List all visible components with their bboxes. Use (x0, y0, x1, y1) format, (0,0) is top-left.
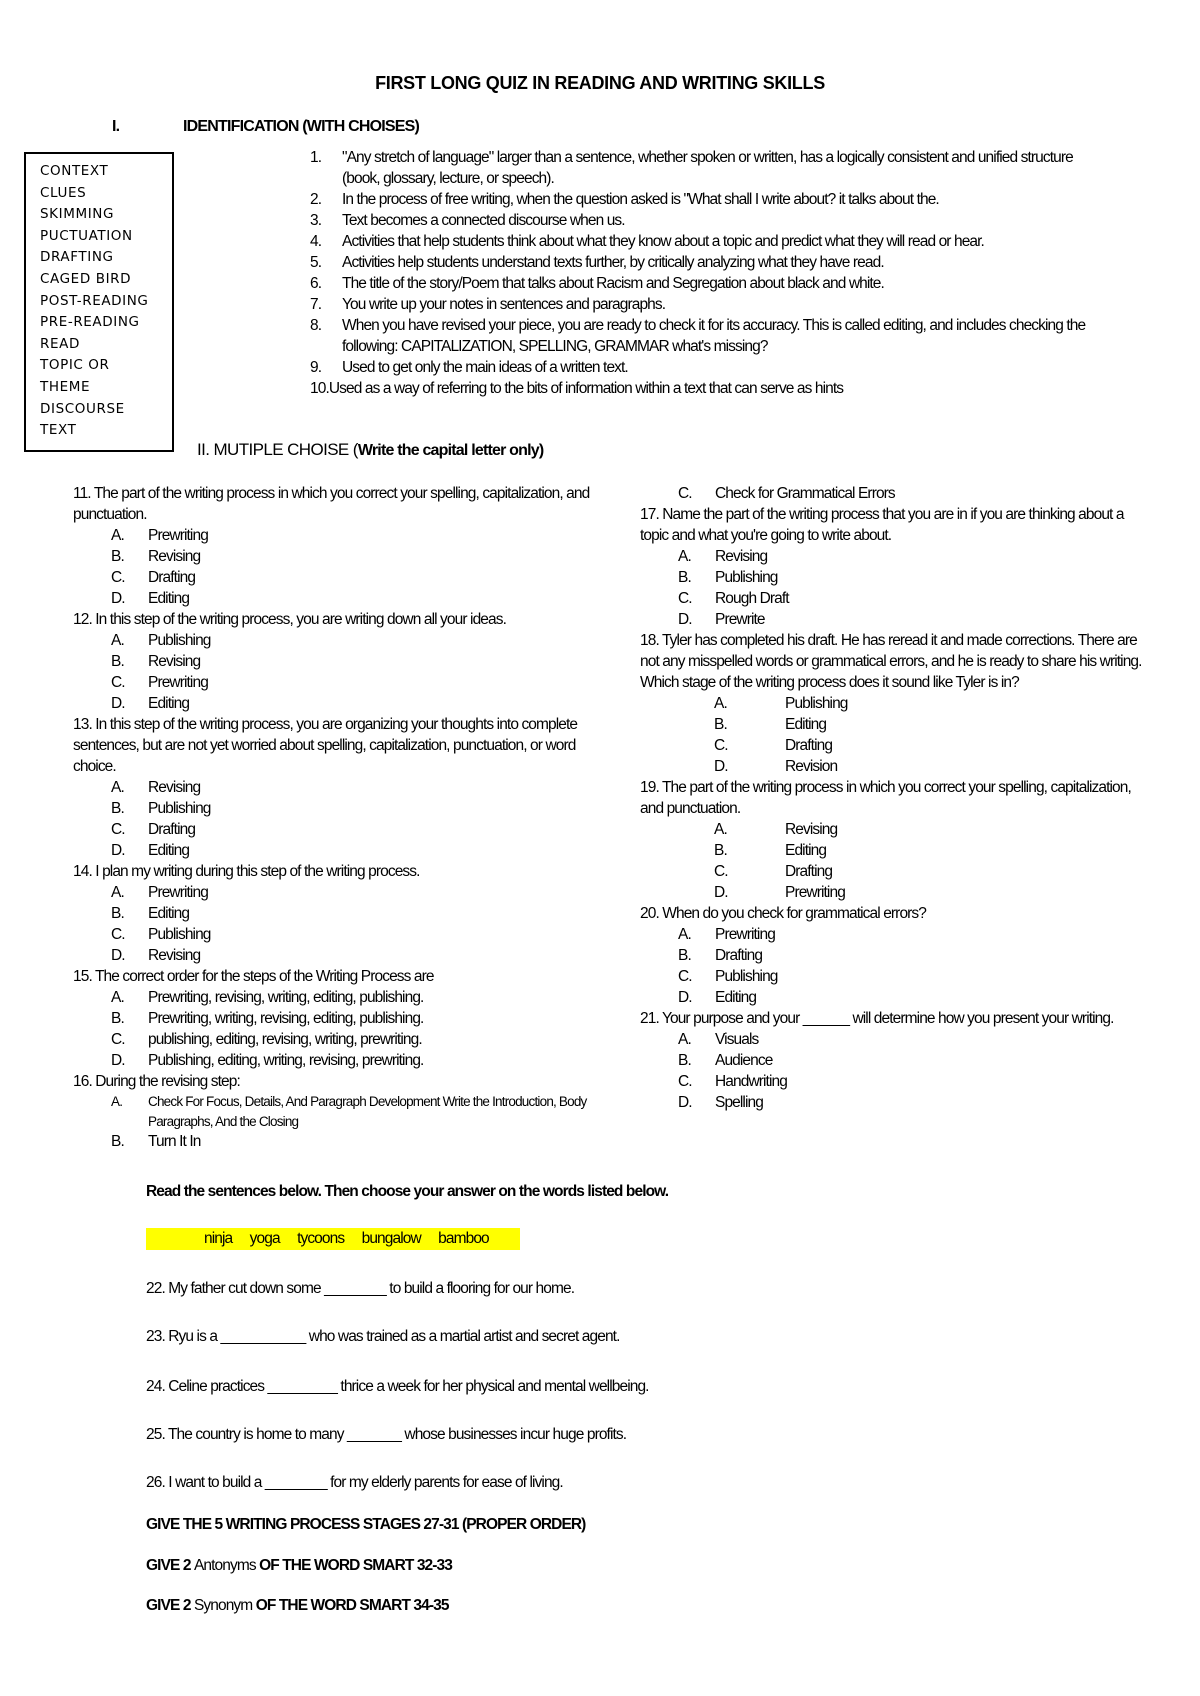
item-number: 8. (310, 317, 322, 334)
option-text: Publishing (715, 968, 778, 985)
word-bank-words: ninja yoga tycoons bungalow bamboo (204, 1230, 489, 1247)
option-text: Revising (148, 548, 201, 565)
option-letter: C. (714, 863, 728, 880)
option-text: Prewrite (715, 611, 765, 628)
answer-option (73, 882, 603, 903)
option-text: Prewriting, revising, writing, editing, publishing. (148, 989, 424, 1006)
answer-option (73, 945, 603, 966)
option-letter: C. (111, 674, 125, 691)
option-letter: D. (678, 1094, 692, 1111)
option-letter: D. (111, 695, 125, 712)
identification-item (310, 189, 1110, 210)
option-text: Prewriting (785, 884, 845, 901)
answer-option (640, 882, 1145, 903)
item-text: You write up your notes in sentences and paragraphs. (342, 296, 666, 313)
word-choice: CLUES (40, 184, 87, 201)
option-letter: A. (678, 1031, 691, 1048)
section-1-numeral: I. (112, 118, 120, 135)
answer-option (73, 987, 603, 1008)
option-letter: D. (714, 884, 728, 901)
option-text: Revising (715, 548, 768, 565)
option-text: Visuals (715, 1031, 759, 1048)
option-text: Check for Grammatical Errors (715, 485, 895, 502)
option-letter: D. (678, 989, 692, 1006)
section-2-instruction: Write the capital letter only) (357, 442, 544, 459)
answer-option (640, 819, 1145, 840)
identification-list (310, 147, 1110, 399)
option-text: Prewriting (148, 884, 208, 901)
word-choices-box (24, 152, 174, 452)
q16-option-b (73, 1131, 603, 1152)
option-text: Publishing, editing, writing, revising, prewriting. (148, 1052, 424, 1069)
option-text: Publishing (148, 800, 211, 817)
question: 19. The part of the writing process in which you correct your spelling, capitalization, and punctuation. (640, 779, 1131, 817)
item-text: When you have revised your piece, you are ready to check it for its accuracy. This is called editing, and includes checking the following: CAPITALIZATION, SPELLING, GRAMMAR what's missing? (342, 317, 1086, 355)
give-antonyms-question (146, 1555, 452, 1576)
option-letter: A. (111, 779, 124, 796)
item-number: 1. (310, 149, 322, 166)
option-text: Editing (148, 695, 190, 712)
option-text: Drafting (785, 737, 833, 754)
question: 20. When do you check for grammatical errors? (640, 905, 926, 922)
option-text: Turn It In (148, 1133, 201, 1150)
give-suffix: OF THE WORD SMART 32-33 (255, 1557, 452, 1574)
answer-option (640, 609, 1145, 630)
option-text: Publishing (148, 926, 211, 943)
answer-option (73, 693, 603, 714)
option-text: Prewriting (148, 527, 208, 544)
answer-option (73, 588, 603, 609)
item-number: 5. (310, 254, 322, 271)
option-text: Drafting (148, 821, 196, 838)
answer-option (73, 546, 603, 567)
option-text: Audience (715, 1052, 773, 1069)
option-text: Prewriting (148, 674, 208, 691)
word-choice: DRAFTING (40, 249, 114, 266)
option-letter: A. (111, 527, 124, 544)
synonym-word: Synonym (193, 1597, 253, 1614)
item-number: 9. (310, 359, 322, 376)
question: 11. The part of the writing process in which you correct your spelling, capitalization, and punctuation. (73, 485, 590, 523)
quiz-title: FIRST LONG QUIZ IN READING AND WRITING SKILLS (375, 73, 825, 93)
word-choice: SKIMMING (40, 206, 115, 223)
question: 13. In this step of the writing process, you are organizing your thoughts into complete sentences, but are not yet worried about spelling, capitalization, punctuation, or word choice. (73, 716, 578, 775)
answer-option (640, 735, 1145, 756)
word-choice: READ (40, 335, 80, 352)
answer-option (640, 588, 1145, 609)
option-letter: B. (111, 800, 124, 817)
give-suffix: OF THE WORD SMART 34-35 (252, 1597, 449, 1614)
option-letter: B. (111, 1133, 124, 1150)
option-letter: D. (111, 842, 125, 859)
fill-in-item: 24. Celine practices _________ thrice a week for her physical and mental wellbeing. (146, 1378, 649, 1395)
option-letter: A. (111, 884, 124, 901)
item-text: "Any stretch of language" larger than a sentence, whether spoken or written, has a logically consistent and unified structure (book, glossary, lecture, or speech). (342, 149, 1073, 187)
option-text: Revising (148, 947, 201, 964)
identification-item (310, 315, 1110, 357)
option-letter: C. (111, 821, 125, 838)
antonyms-word: Antonyms (193, 1557, 256, 1574)
option-text: Prewriting, writing, revising, editing, publishing. (148, 1010, 424, 1027)
word-choice: CAGED BIRD (40, 270, 132, 287)
mc-left-column (73, 483, 603, 1152)
answer-option (73, 651, 603, 672)
option-letter: D. (111, 590, 125, 607)
give-label: GIVE 2 (146, 1557, 194, 1574)
question: 21. Your purpose and your ______ will determine how you present your writing. (640, 1010, 1114, 1027)
identification-item (310, 252, 1110, 273)
option-text: Revising (785, 821, 838, 838)
option-letter: B. (678, 569, 691, 586)
option-text: Editing (148, 905, 190, 922)
option-text: Editing (148, 842, 190, 859)
option-letter: D. (111, 1052, 125, 1069)
option-letter: C. (111, 569, 125, 586)
answer-option (73, 672, 603, 693)
option-letter: C. (111, 1031, 125, 1048)
question: 12. In this step of the writing process, you are writing down all your ideas. (73, 611, 506, 628)
option-letter: B. (678, 1052, 691, 1069)
answer-option (640, 1029, 1145, 1050)
item-text: Used as a way of referring to the bits of information within a text that can serve as hints (328, 380, 844, 397)
option-letter: B. (111, 548, 124, 565)
answer-option (640, 861, 1145, 882)
option-text: Drafting (785, 863, 833, 880)
option-text: Publishing (785, 695, 848, 712)
option-text: Publishing (715, 569, 778, 586)
answer-option (640, 693, 1145, 714)
identification-item (310, 147, 1110, 189)
option-letter: A. (111, 1094, 123, 1109)
answer-option (640, 567, 1145, 588)
option-text: Editing (715, 989, 757, 1006)
answer-option (640, 945, 1145, 966)
item-number: 2. (310, 191, 322, 208)
item-number: 4. (310, 233, 322, 250)
answer-option (73, 1008, 603, 1029)
answer-option (640, 924, 1145, 945)
option-letter: A. (111, 989, 124, 1006)
answer-option (73, 798, 603, 819)
word-choice: TEXT (40, 422, 77, 439)
option-text: Rough Draft (715, 590, 789, 607)
section-1-heading: IDENTIFICATION (WITH CHOISES) (183, 118, 420, 135)
word-choice: DISCOURSE (40, 400, 125, 417)
option-letter: B. (111, 905, 124, 922)
item-number: 7. (310, 296, 322, 313)
word-choice: THEME (40, 378, 91, 395)
question: 17. Name the part of the writing process that you are in if you are thinking about a topic and what you're going to write about. (640, 506, 1124, 544)
option-letter: A. (678, 548, 691, 565)
question: 14. I plan my writing during this step of the writing process. (73, 863, 420, 880)
q16-option-c (640, 483, 1145, 504)
answer-option (640, 987, 1145, 1008)
answer-option (73, 903, 603, 924)
option-text: Publishing (148, 632, 211, 649)
option-text: Editing (785, 716, 827, 733)
question: 16. During the revising step: (73, 1073, 240, 1090)
section-3-instruction: Read the sentences below. Then choose your answer on the words listed below. (146, 1183, 669, 1200)
question: 15. The correct order for the steps of the Writing Process are (73, 968, 434, 985)
identification-item (310, 378, 1110, 399)
word-choice: CONTEXT (40, 163, 109, 179)
item-number: 3. (310, 212, 322, 229)
answer-option (73, 1029, 603, 1050)
option-letter: C. (678, 968, 692, 985)
answer-option (640, 756, 1145, 777)
word-choice: PRE-READING (40, 314, 140, 331)
option-letter: C. (714, 737, 728, 754)
answer-option (640, 714, 1145, 735)
identification-item (310, 231, 1110, 252)
option-letter: C. (678, 1073, 692, 1090)
word-choice: POST-READING (40, 292, 149, 309)
item-text: Used to get only the main ideas of a written text. (342, 359, 628, 376)
item-text: The title of the story/Poem that talks about Racism and Segregation about black and white. (342, 275, 884, 292)
item-text: In the process of free writing, when the question asked is "What shall I write about? it talks about the. (342, 191, 939, 208)
question: 18. Tyler has completed his draft. He has reread it and made corrections. There are not any misspelled words or grammatical errors, and he is ready to share his writing. Which stage of the writing process does it sound like Tyler is in? (640, 632, 1142, 691)
option-letter: A. (111, 632, 124, 649)
option-text: Prewriting (715, 926, 775, 943)
option-letter: B. (714, 716, 727, 733)
word-choice: PUCTUATION (40, 227, 133, 244)
option-text: Editing (148, 590, 190, 607)
answer-option (640, 546, 1145, 567)
answer-option (73, 525, 603, 546)
item-text: Activities that help students think about what they know about a topic and predict what they will read or hear. (342, 233, 984, 250)
option-letter: A. (714, 695, 727, 712)
answer-option (640, 840, 1145, 861)
answer-option (73, 567, 603, 588)
option-letter: B. (111, 653, 124, 670)
identification-item (310, 294, 1110, 315)
section-2-heading (197, 440, 543, 460)
option-text: Drafting (148, 569, 196, 586)
section-2-title: II. MUTIPLE CHOISE ( (197, 440, 358, 459)
mc-right-column (640, 483, 1145, 1113)
option-letter: A. (714, 821, 727, 838)
answer-option (640, 1092, 1145, 1113)
q16-option-a (73, 1092, 603, 1131)
answer-option (73, 1050, 603, 1071)
fill-in-item: 22. My father cut down some ________ to build a flooring for our home. (146, 1280, 575, 1297)
answer-option (640, 966, 1145, 987)
fill-in-item: 25. The country is home to many _______ whose businesses incur huge profits. (146, 1426, 627, 1443)
option-text: Revision (785, 758, 838, 775)
option-text: publishing, editing, revising, writing, prewriting. (148, 1031, 422, 1048)
give-synonym-question (146, 1595, 449, 1616)
item-number: 6. (310, 275, 322, 292)
fill-in-item: 23. Ryu is a ___________ who was trained as a martial artist and secret agent. (146, 1328, 620, 1345)
option-letter: D. (714, 758, 728, 775)
option-letter: C. (678, 485, 692, 502)
option-text: Spelling (715, 1094, 763, 1111)
answer-option (73, 630, 603, 651)
give-label: GIVE 2 (146, 1597, 194, 1614)
item-text: Activities help students understand texts further, by critically analyzing what they have read. (342, 254, 884, 271)
answer-option (73, 819, 603, 840)
option-letter: C. (678, 590, 692, 607)
option-text: Revising (148, 653, 201, 670)
identification-item (310, 273, 1110, 294)
option-letter: D. (111, 947, 125, 964)
option-text: Editing (785, 842, 827, 859)
item-text: Text becomes a connected discourse when us. (342, 212, 625, 229)
item-number: 10. (310, 380, 329, 397)
word-choice: TOPIC OR (40, 357, 110, 374)
option-letter: B. (678, 947, 691, 964)
answer-option (73, 924, 603, 945)
give-stages-question: GIVE THE 5 WRITING PROCESS STAGES 27-31 (PROPER ORDER) (146, 1516, 586, 1533)
answer-option (73, 777, 603, 798)
option-letter: B. (714, 842, 727, 859)
option-letter: C. (111, 926, 125, 943)
option-letter: D. (678, 611, 692, 628)
option-text: Revising (148, 779, 201, 796)
answer-option (73, 840, 603, 861)
answer-option (640, 1071, 1145, 1092)
option-text: Check For Focus, Details, And Paragraph Development Write the Introduction, Body Paragraphs, And the Closing (148, 1094, 587, 1129)
option-text: Handwriting (715, 1073, 787, 1090)
word-bank (146, 1228, 520, 1250)
answer-option (640, 1050, 1145, 1071)
identification-item (310, 210, 1110, 231)
fill-in-item: 26. I want to build a ________ for my elderly parents for ease of living. (146, 1474, 563, 1491)
option-letter: B. (111, 1010, 124, 1027)
option-letter: A. (678, 926, 691, 943)
option-text: Drafting (715, 947, 763, 964)
identification-item (310, 357, 1110, 378)
